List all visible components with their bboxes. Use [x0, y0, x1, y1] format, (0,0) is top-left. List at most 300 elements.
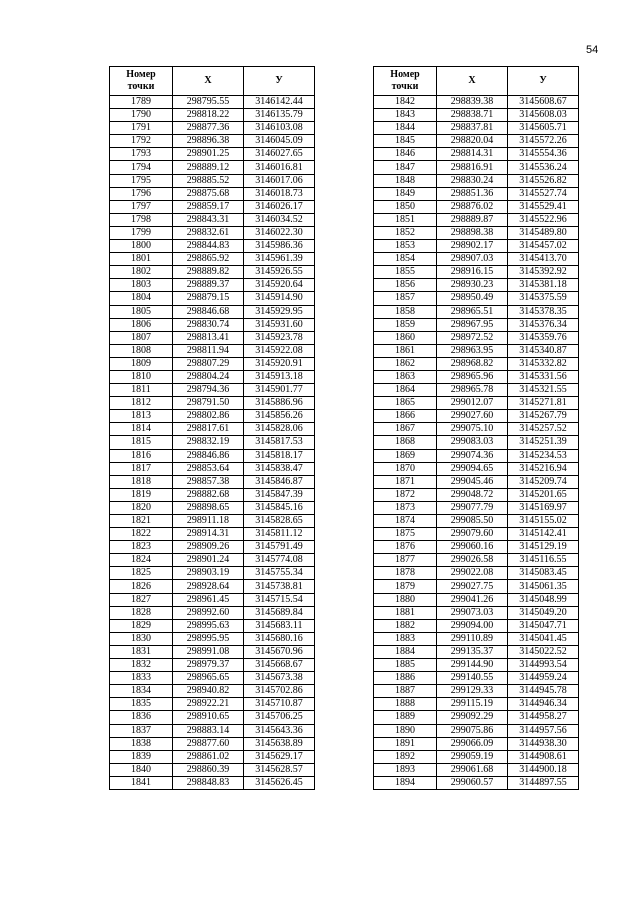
- x-coordinate-cell: 298837.81: [437, 122, 508, 135]
- table-row: [110, 776, 315, 789]
- y-coordinate-cell: 3145267.79: [508, 410, 579, 423]
- y-coordinate-cell: 3145715.54: [244, 593, 315, 606]
- x-coordinate-cell: 298817.61: [173, 423, 244, 436]
- x-coordinate-cell: 298830.74: [173, 318, 244, 331]
- point-number-cell: 1869: [374, 449, 437, 462]
- point-number-cell: 1840: [110, 763, 173, 776]
- x-coordinate-cell: 299092.29: [437, 711, 508, 724]
- x-coordinate-cell: 298843.31: [173, 213, 244, 226]
- point-number-cell: 1850: [374, 200, 437, 213]
- point-number-cell: 1885: [374, 659, 437, 672]
- table-row: [374, 501, 579, 514]
- x-coordinate-cell: 299075.86: [437, 724, 508, 737]
- table-row: [110, 515, 315, 528]
- table-row: [110, 580, 315, 593]
- y-coordinate-cell: 3146027.65: [244, 148, 315, 161]
- x-coordinate-cell: 299045.46: [437, 475, 508, 488]
- point-number-cell: 1836: [110, 711, 173, 724]
- table-row: [110, 593, 315, 606]
- point-number-cell: 1866: [374, 410, 437, 423]
- point-number-cell: 1810: [110, 370, 173, 383]
- y-coordinate-cell: 3145605.71: [508, 122, 579, 135]
- point-number-cell: 1805: [110, 305, 173, 318]
- y-coordinate-cell: 3145049.20: [508, 606, 579, 619]
- y-coordinate-cell: 3145738.81: [244, 580, 315, 593]
- x-coordinate-cell: 298883.14: [173, 724, 244, 737]
- x-coordinate-cell: 298802.86: [173, 410, 244, 423]
- table-row: [374, 240, 579, 253]
- table-body-right: [374, 96, 579, 790]
- point-number-cell: 1871: [374, 475, 437, 488]
- x-coordinate-cell: 299085.50: [437, 515, 508, 528]
- table-row: [374, 122, 579, 135]
- x-coordinate-cell: 298914.31: [173, 528, 244, 541]
- y-coordinate-cell: 3146018.73: [244, 187, 315, 200]
- x-coordinate-cell: 298807.29: [173, 357, 244, 370]
- y-coordinate-cell: 3145378.35: [508, 305, 579, 318]
- x-coordinate-cell: 298794.36: [173, 384, 244, 397]
- x-coordinate-cell: 298889.82: [173, 266, 244, 279]
- table-row: [374, 397, 579, 410]
- y-coordinate-cell: 3145828.06: [244, 423, 315, 436]
- y-coordinate-cell: 3145706.25: [244, 711, 315, 724]
- y-coordinate-cell: 3144946.34: [508, 698, 579, 711]
- table-row: [110, 410, 315, 423]
- point-number-cell: 1854: [374, 253, 437, 266]
- point-number-cell: 1806: [110, 318, 173, 331]
- point-number-cell: 1835: [110, 698, 173, 711]
- x-coordinate-cell: 298865.92: [173, 253, 244, 266]
- x-coordinate-cell: 298910.65: [173, 711, 244, 724]
- point-number-cell: 1811: [110, 384, 173, 397]
- header-y: У: [508, 67, 579, 96]
- table-row: [110, 135, 315, 148]
- table-row: [110, 96, 315, 109]
- point-number-cell: 1827: [110, 593, 173, 606]
- table-row: [110, 331, 315, 344]
- y-coordinate-cell: 3145392.92: [508, 266, 579, 279]
- table-row: [374, 148, 579, 161]
- y-coordinate-cell: 3146017.06: [244, 174, 315, 187]
- x-coordinate-cell: 298818.22: [173, 109, 244, 122]
- y-coordinate-cell: 3145572.26: [508, 135, 579, 148]
- point-number-cell: 1831: [110, 645, 173, 658]
- y-coordinate-cell: 3145321.55: [508, 384, 579, 397]
- x-coordinate-cell: 299083.03: [437, 436, 508, 449]
- table-row: [374, 384, 579, 397]
- x-coordinate-cell: 298877.36: [173, 122, 244, 135]
- x-coordinate-cell: 299140.55: [437, 672, 508, 685]
- y-coordinate-cell: 3145116.55: [508, 554, 579, 567]
- x-coordinate-cell: 298882.68: [173, 488, 244, 501]
- x-coordinate-cell: 298875.68: [173, 187, 244, 200]
- point-number-cell: 1882: [374, 619, 437, 632]
- x-coordinate-cell: 299144.90: [437, 659, 508, 672]
- table-row: [374, 410, 579, 423]
- point-number-cell: 1859: [374, 318, 437, 331]
- y-coordinate-cell: 3145129.19: [508, 541, 579, 554]
- y-coordinate-cell: 3145083.45: [508, 567, 579, 580]
- x-coordinate-cell: 298832.61: [173, 226, 244, 239]
- y-coordinate-cell: 3145710.87: [244, 698, 315, 711]
- x-coordinate-cell: 298860.39: [173, 763, 244, 776]
- y-coordinate-cell: 3145702.86: [244, 685, 315, 698]
- table-row: [110, 226, 315, 239]
- x-coordinate-cell: 298846.68: [173, 305, 244, 318]
- y-coordinate-cell: 3145536.24: [508, 161, 579, 174]
- table-row: [374, 659, 579, 672]
- coordinates-table-left: [109, 66, 315, 790]
- table-row: [110, 632, 315, 645]
- x-coordinate-cell: 299115.19: [437, 698, 508, 711]
- point-number-cell: 1894: [374, 776, 437, 789]
- point-number-cell: 1883: [374, 632, 437, 645]
- y-coordinate-cell: 3145680.16: [244, 632, 315, 645]
- x-coordinate-cell: 298911.18: [173, 515, 244, 528]
- x-coordinate-cell: 298965.51: [437, 305, 508, 318]
- point-number-cell: 1791: [110, 122, 173, 135]
- header-point-number: [110, 67, 173, 96]
- y-coordinate-cell: 3145922.08: [244, 344, 315, 357]
- x-coordinate-cell: 298979.37: [173, 659, 244, 672]
- point-number-cell: 1868: [374, 436, 437, 449]
- y-coordinate-cell: 3146022.30: [244, 226, 315, 239]
- y-coordinate-cell: 3145608.03: [508, 109, 579, 122]
- x-coordinate-cell: 298876.02: [437, 200, 508, 213]
- x-coordinate-cell: 298995.95: [173, 632, 244, 645]
- y-coordinate-cell: 3144908.61: [508, 750, 579, 763]
- x-coordinate-cell: 298967.95: [437, 318, 508, 331]
- x-coordinate-cell: 299022.08: [437, 567, 508, 580]
- x-coordinate-cell: 298928.64: [173, 580, 244, 593]
- table-row: [374, 750, 579, 763]
- x-coordinate-cell: 298898.65: [173, 501, 244, 514]
- point-number-cell: 1826: [110, 580, 173, 593]
- x-coordinate-cell: 299075.10: [437, 423, 508, 436]
- table-row: [374, 370, 579, 383]
- y-coordinate-cell: 3145169.97: [508, 501, 579, 514]
- y-coordinate-cell: 3145457.02: [508, 240, 579, 253]
- table-row: [110, 763, 315, 776]
- header-point-line2: точки: [391, 81, 419, 92]
- x-coordinate-cell: 298898.38: [437, 226, 508, 239]
- point-number-cell: 1870: [374, 462, 437, 475]
- table-row: [374, 200, 579, 213]
- x-coordinate-cell: 298859.17: [173, 200, 244, 213]
- point-number-cell: 1881: [374, 606, 437, 619]
- table-row: [374, 724, 579, 737]
- y-coordinate-cell: 3145527.74: [508, 187, 579, 200]
- point-number-cell: 1849: [374, 187, 437, 200]
- x-coordinate-cell: 298889.12: [173, 161, 244, 174]
- point-number-cell: 1853: [374, 240, 437, 253]
- point-number-cell: 1813: [110, 410, 173, 423]
- table-row: [110, 737, 315, 750]
- y-coordinate-cell: 3145522.96: [508, 213, 579, 226]
- y-coordinate-cell: 3145901.77: [244, 384, 315, 397]
- y-coordinate-cell: 3145340.87: [508, 344, 579, 357]
- table-row: [374, 226, 579, 239]
- x-coordinate-cell: 298830.24: [437, 174, 508, 187]
- point-number-cell: 1875: [374, 528, 437, 541]
- y-coordinate-cell: 3144938.30: [508, 737, 579, 750]
- header-point-line2: точки: [127, 81, 155, 92]
- y-coordinate-cell: 3145201.65: [508, 488, 579, 501]
- table-row: [374, 488, 579, 501]
- point-number-cell: 1832: [110, 659, 173, 672]
- x-coordinate-cell: 299074.36: [437, 449, 508, 462]
- point-number-cell: 1864: [374, 384, 437, 397]
- y-coordinate-cell: 3145271.81: [508, 397, 579, 410]
- x-coordinate-cell: 299026.58: [437, 554, 508, 567]
- table-row: [110, 501, 315, 514]
- y-coordinate-cell: 3145257.52: [508, 423, 579, 436]
- y-coordinate-cell: 3145845.16: [244, 501, 315, 514]
- header-point-line1: Номер: [390, 69, 420, 80]
- x-coordinate-cell: 298916.15: [437, 266, 508, 279]
- y-coordinate-cell: 3145048.99: [508, 593, 579, 606]
- y-coordinate-cell: 3145332.82: [508, 357, 579, 370]
- header-point-number: [374, 67, 437, 96]
- table-row: [110, 370, 315, 383]
- point-number-cell: 1890: [374, 724, 437, 737]
- point-number-cell: 1841: [110, 776, 173, 789]
- y-coordinate-cell: 3145047.71: [508, 619, 579, 632]
- x-coordinate-cell: 298909.26: [173, 541, 244, 554]
- point-number-cell: 1815: [110, 436, 173, 449]
- y-coordinate-cell: 3145209.74: [508, 475, 579, 488]
- y-coordinate-cell: 3145638.89: [244, 737, 315, 750]
- y-coordinate-cell: 3146045.09: [244, 135, 315, 148]
- y-coordinate-cell: 3144945.78: [508, 685, 579, 698]
- table-row: [110, 213, 315, 226]
- point-number-cell: 1873: [374, 501, 437, 514]
- point-number-cell: 1794: [110, 161, 173, 174]
- y-coordinate-cell: 3144900.18: [508, 763, 579, 776]
- point-number-cell: 1825: [110, 567, 173, 580]
- y-coordinate-cell: 3145817.53: [244, 436, 315, 449]
- table-row: [374, 357, 579, 370]
- point-number-cell: 1860: [374, 331, 437, 344]
- x-coordinate-cell: 298968.82: [437, 357, 508, 370]
- x-coordinate-cell: 298804.24: [173, 370, 244, 383]
- x-coordinate-cell: 299110.89: [437, 632, 508, 645]
- y-coordinate-cell: 3145670.96: [244, 645, 315, 658]
- x-coordinate-cell: 298844.83: [173, 240, 244, 253]
- page-number: 54: [586, 44, 599, 56]
- y-coordinate-cell: 3145142.41: [508, 528, 579, 541]
- table-row: [110, 200, 315, 213]
- y-coordinate-cell: 3145774.08: [244, 554, 315, 567]
- point-number-cell: 1872: [374, 488, 437, 501]
- point-number-cell: 1804: [110, 292, 173, 305]
- point-number-cell: 1837: [110, 724, 173, 737]
- table-body-left: [110, 96, 315, 790]
- table-row: [110, 318, 315, 331]
- point-number-cell: 1838: [110, 737, 173, 750]
- y-coordinate-cell: 3145828.65: [244, 515, 315, 528]
- table-row: [110, 279, 315, 292]
- point-number-cell: 1830: [110, 632, 173, 645]
- x-coordinate-cell: 298896.38: [173, 135, 244, 148]
- table-header-row: [374, 67, 579, 96]
- y-coordinate-cell: 3145251.39: [508, 436, 579, 449]
- point-number-cell: 1803: [110, 279, 173, 292]
- y-coordinate-cell: 3145931.60: [244, 318, 315, 331]
- table-row: [110, 253, 315, 266]
- y-coordinate-cell: 3145375.59: [508, 292, 579, 305]
- y-coordinate-cell: 3145234.53: [508, 449, 579, 462]
- table-row: [110, 645, 315, 658]
- y-coordinate-cell: 3145376.34: [508, 318, 579, 331]
- table-row: [374, 436, 579, 449]
- x-coordinate-cell: 298811.94: [173, 344, 244, 357]
- point-number-cell: 1802: [110, 266, 173, 279]
- header-x: X: [173, 67, 244, 96]
- point-number-cell: 1884: [374, 645, 437, 658]
- point-number-cell: 1819: [110, 488, 173, 501]
- point-number-cell: 1824: [110, 554, 173, 567]
- table-row: [374, 541, 579, 554]
- x-coordinate-cell: 298846.86: [173, 449, 244, 462]
- table-row: [374, 253, 579, 266]
- table-row: [110, 475, 315, 488]
- x-coordinate-cell: 298963.95: [437, 344, 508, 357]
- y-coordinate-cell: 3145061.35: [508, 580, 579, 593]
- table-row: [374, 593, 579, 606]
- table-row: [110, 240, 315, 253]
- table-row: [110, 174, 315, 187]
- table-row: [374, 462, 579, 475]
- x-coordinate-cell: 298861.02: [173, 750, 244, 763]
- point-number-cell: 1876: [374, 541, 437, 554]
- point-number-cell: 1886: [374, 672, 437, 685]
- x-coordinate-cell: 298902.17: [437, 240, 508, 253]
- point-number-cell: 1865: [374, 397, 437, 410]
- table-row: [374, 213, 579, 226]
- point-number-cell: 1855: [374, 266, 437, 279]
- x-coordinate-cell: 298965.96: [437, 370, 508, 383]
- point-number-cell: 1796: [110, 187, 173, 200]
- point-number-cell: 1863: [374, 370, 437, 383]
- y-coordinate-cell: 3144897.55: [508, 776, 579, 789]
- table-row: [110, 449, 315, 462]
- point-number-cell: 1797: [110, 200, 173, 213]
- table-row: [374, 279, 579, 292]
- x-coordinate-cell: 298879.15: [173, 292, 244, 305]
- point-number-cell: 1856: [374, 279, 437, 292]
- point-number-cell: 1820: [110, 501, 173, 514]
- point-number-cell: 1808: [110, 344, 173, 357]
- x-coordinate-cell: 298795.55: [173, 96, 244, 109]
- y-coordinate-cell: 3145926.55: [244, 266, 315, 279]
- y-coordinate-cell: 3145628.57: [244, 763, 315, 776]
- x-coordinate-cell: 298965.65: [173, 672, 244, 685]
- point-number-cell: 1839: [110, 750, 173, 763]
- table-row: [374, 737, 579, 750]
- y-coordinate-cell: 3145755.34: [244, 567, 315, 580]
- header-x: X: [437, 67, 508, 96]
- table-row: [110, 672, 315, 685]
- y-coordinate-cell: 3146135.79: [244, 109, 315, 122]
- table-row: [110, 305, 315, 318]
- point-number-cell: 1893: [374, 763, 437, 776]
- table-row: [374, 645, 579, 658]
- y-coordinate-cell: 3145668.67: [244, 659, 315, 672]
- point-number-cell: 1823: [110, 541, 173, 554]
- y-coordinate-cell: 3145838.47: [244, 462, 315, 475]
- point-number-cell: 1842: [374, 96, 437, 109]
- x-coordinate-cell: 298965.78: [437, 384, 508, 397]
- table-row: [374, 528, 579, 541]
- point-number-cell: 1851: [374, 213, 437, 226]
- table-row: [110, 357, 315, 370]
- point-number-cell: 1857: [374, 292, 437, 305]
- x-coordinate-cell: 298950.49: [437, 292, 508, 305]
- point-number-cell: 1812: [110, 397, 173, 410]
- x-coordinate-cell: 298930.23: [437, 279, 508, 292]
- table-row: [374, 672, 579, 685]
- x-coordinate-cell: 298885.52: [173, 174, 244, 187]
- x-coordinate-cell: 298857.38: [173, 475, 244, 488]
- y-coordinate-cell: 3144993.54: [508, 659, 579, 672]
- y-coordinate-cell: 3145041.45: [508, 632, 579, 645]
- y-coordinate-cell: 3145913.18: [244, 370, 315, 383]
- table-row: [110, 148, 315, 161]
- point-number-cell: 1829: [110, 619, 173, 632]
- y-coordinate-cell: 3145381.18: [508, 279, 579, 292]
- y-coordinate-cell: 3145608.67: [508, 96, 579, 109]
- point-number-cell: 1795: [110, 174, 173, 187]
- point-number-cell: 1821: [110, 515, 173, 528]
- x-coordinate-cell: 299094.65: [437, 462, 508, 475]
- x-coordinate-cell: 298816.91: [437, 161, 508, 174]
- point-number-cell: 1816: [110, 449, 173, 462]
- y-coordinate-cell: 3145413.70: [508, 253, 579, 266]
- x-coordinate-cell: 298991.08: [173, 645, 244, 658]
- y-coordinate-cell: 3146016.81: [244, 161, 315, 174]
- y-coordinate-cell: 3145629.17: [244, 750, 315, 763]
- y-coordinate-cell: 3145155.02: [508, 515, 579, 528]
- table-row: [110, 554, 315, 567]
- x-coordinate-cell: 298813.41: [173, 331, 244, 344]
- point-number-cell: 1892: [374, 750, 437, 763]
- table-row: [110, 685, 315, 698]
- table-row: [374, 423, 579, 436]
- point-number-cell: 1889: [374, 711, 437, 724]
- table-row: [110, 122, 315, 135]
- x-coordinate-cell: 299073.03: [437, 606, 508, 619]
- y-coordinate-cell: 3145554.36: [508, 148, 579, 161]
- x-coordinate-cell: 299066.09: [437, 737, 508, 750]
- point-number-cell: 1793: [110, 148, 173, 161]
- x-coordinate-cell: 298838.71: [437, 109, 508, 122]
- y-coordinate-cell: 3145847.39: [244, 488, 315, 501]
- y-coordinate-cell: 3146034.52: [244, 213, 315, 226]
- x-coordinate-cell: 298901.25: [173, 148, 244, 161]
- y-coordinate-cell: 3145529.41: [508, 200, 579, 213]
- coordinates-table-right: [373, 66, 579, 790]
- table-row: [110, 266, 315, 279]
- y-coordinate-cell: 3145886.96: [244, 397, 315, 410]
- point-number-cell: 1846: [374, 148, 437, 161]
- table-row: [110, 187, 315, 200]
- table-row: [374, 161, 579, 174]
- x-coordinate-cell: 298832.19: [173, 436, 244, 449]
- x-coordinate-cell: 298972.52: [437, 331, 508, 344]
- table-row: [110, 384, 315, 397]
- x-coordinate-cell: 299079.60: [437, 528, 508, 541]
